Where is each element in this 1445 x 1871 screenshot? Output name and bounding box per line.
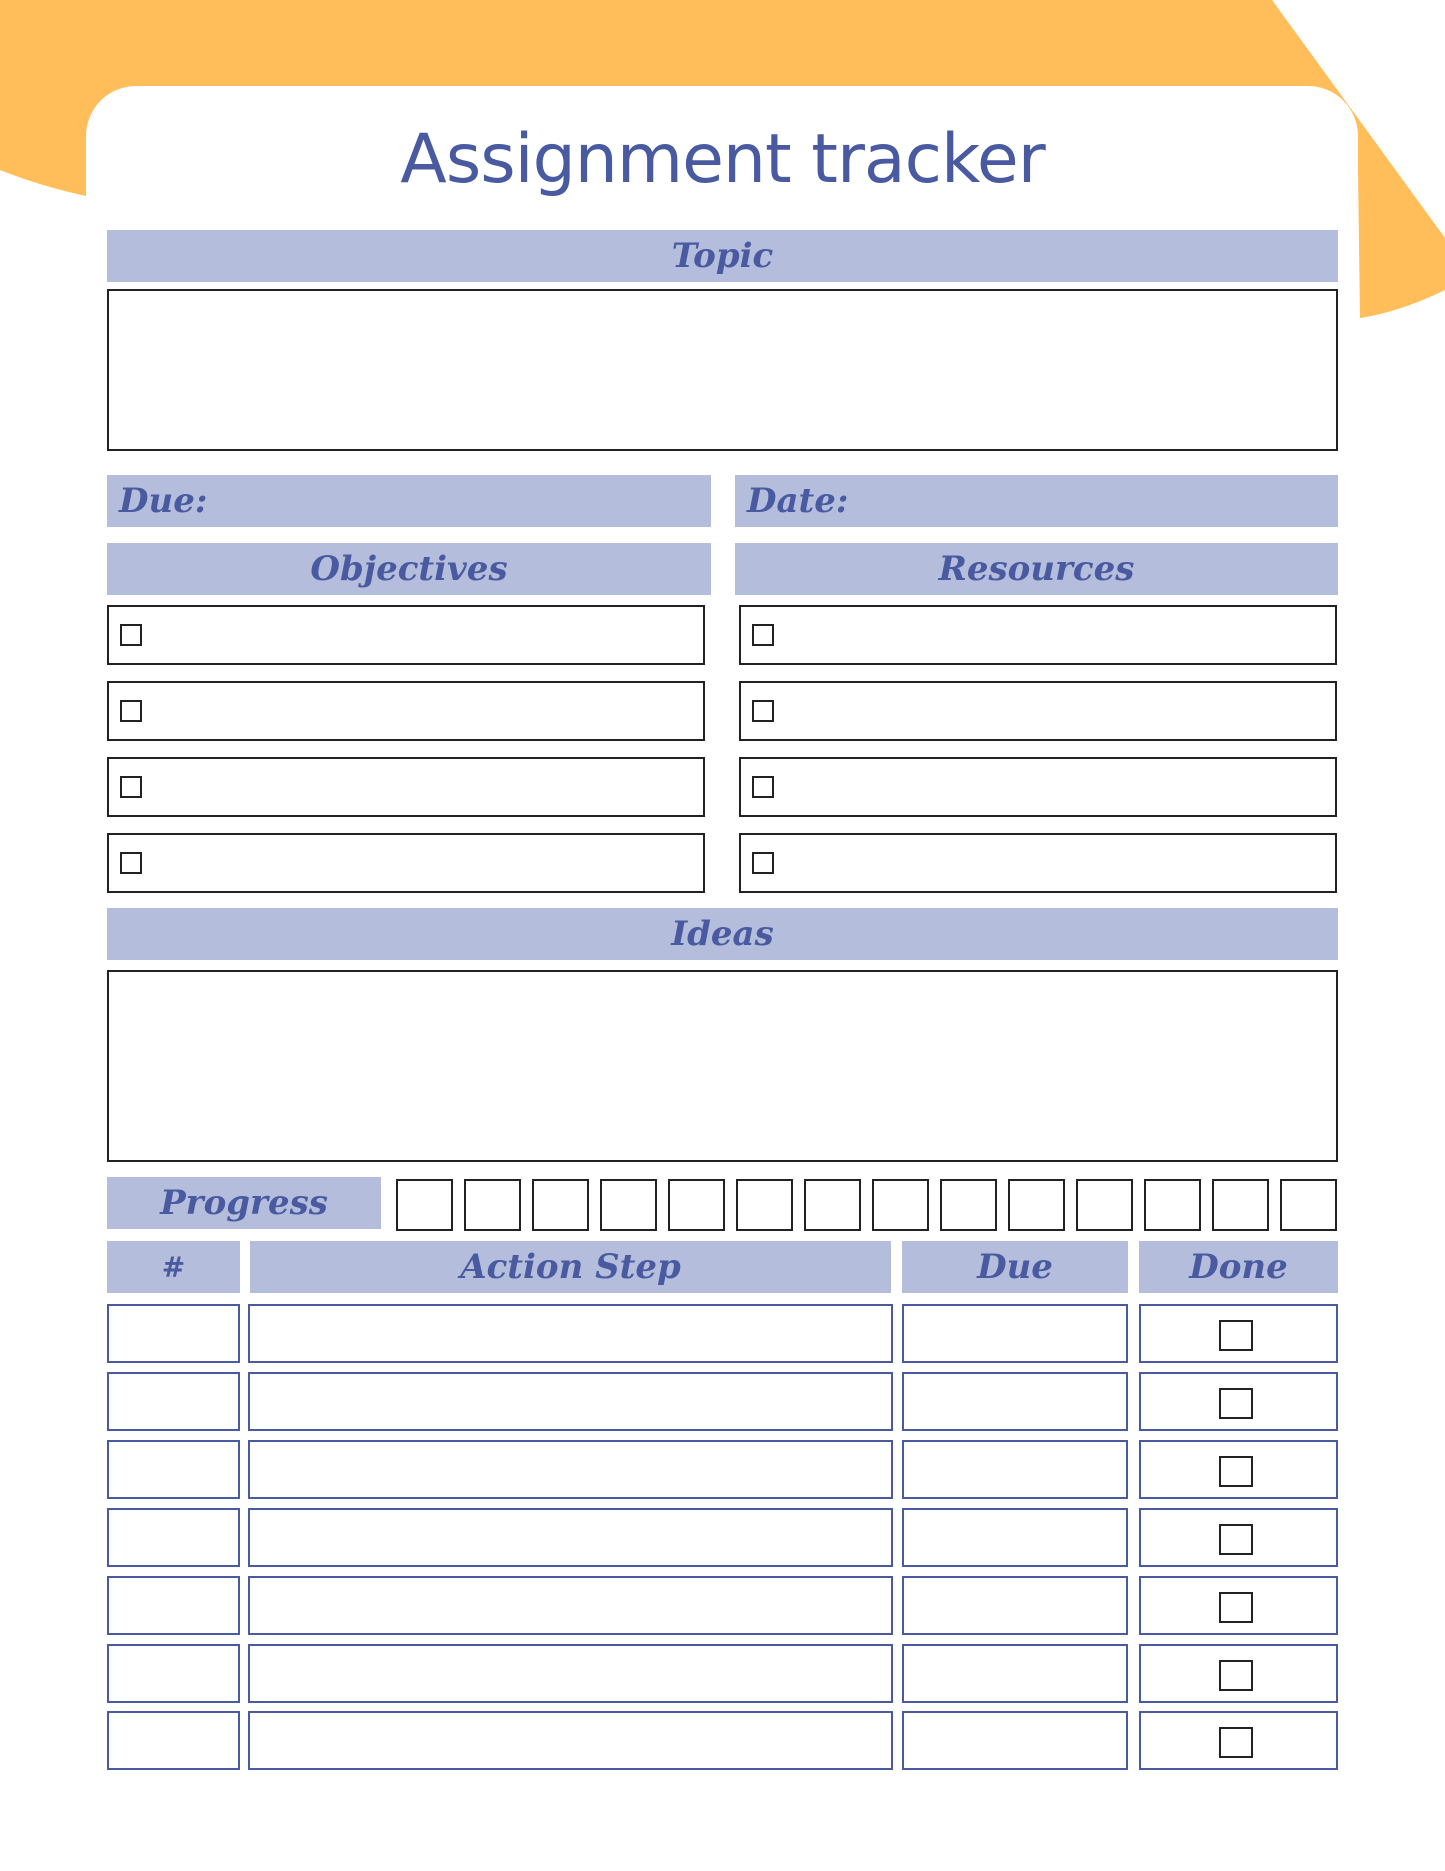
resource-row[interactable] bbox=[739, 681, 1337, 741]
row-number-cell[interactable] bbox=[107, 1711, 240, 1770]
done-cell bbox=[1139, 1576, 1338, 1635]
row-number-cell[interactable] bbox=[107, 1508, 240, 1567]
resource-row[interactable] bbox=[739, 833, 1337, 893]
progress-cell[interactable] bbox=[532, 1179, 589, 1231]
action-step-cell[interactable] bbox=[248, 1440, 893, 1499]
page-title: Assignment tracker bbox=[400, 120, 1045, 199]
due-cell[interactable] bbox=[902, 1372, 1128, 1431]
due-field[interactable]: Due: bbox=[107, 475, 711, 527]
resource-checkbox[interactable] bbox=[752, 700, 774, 722]
progress-cell[interactable] bbox=[872, 1179, 929, 1231]
action-step-cell[interactable] bbox=[248, 1508, 893, 1567]
ideas-header: Ideas bbox=[107, 908, 1338, 960]
due-cell[interactable] bbox=[902, 1711, 1128, 1770]
objective-row[interactable] bbox=[107, 757, 705, 817]
action-step-cell[interactable] bbox=[248, 1644, 893, 1703]
table-header-due: Due bbox=[902, 1241, 1128, 1293]
done-cell bbox=[1139, 1372, 1338, 1431]
progress-cell[interactable] bbox=[668, 1179, 725, 1231]
done-checkbox[interactable] bbox=[1219, 1592, 1253, 1623]
resource-row[interactable] bbox=[739, 605, 1337, 665]
row-number-cell[interactable] bbox=[107, 1372, 240, 1431]
table-header-number: # bbox=[107, 1241, 240, 1293]
row-number-cell[interactable] bbox=[107, 1644, 240, 1703]
progress-cell[interactable] bbox=[1008, 1179, 1065, 1231]
progress-cell[interactable] bbox=[736, 1179, 793, 1231]
done-cell bbox=[1139, 1711, 1338, 1770]
done-checkbox[interactable] bbox=[1219, 1727, 1253, 1758]
date-field[interactable]: Date: bbox=[735, 475, 1338, 527]
progress-cell[interactable] bbox=[464, 1179, 521, 1231]
due-cell[interactable] bbox=[902, 1440, 1128, 1499]
action-step-cell[interactable] bbox=[248, 1711, 893, 1770]
row-number-cell[interactable] bbox=[107, 1440, 240, 1499]
objective-checkbox[interactable] bbox=[120, 624, 142, 646]
done-cell bbox=[1139, 1440, 1338, 1499]
resource-checkbox[interactable] bbox=[752, 852, 774, 874]
action-step-cell[interactable] bbox=[248, 1576, 893, 1635]
progress-label: Progress bbox=[107, 1177, 381, 1229]
objective-checkbox[interactable] bbox=[120, 700, 142, 722]
progress-cell[interactable] bbox=[804, 1179, 861, 1231]
action-step-cell[interactable] bbox=[248, 1372, 893, 1431]
progress-cell[interactable] bbox=[600, 1179, 657, 1231]
ideas-field[interactable] bbox=[107, 970, 1338, 1162]
progress-cell[interactable] bbox=[1076, 1179, 1133, 1231]
done-cell bbox=[1139, 1644, 1338, 1703]
objectives-header: Objectives bbox=[107, 543, 711, 595]
done-cell bbox=[1139, 1304, 1338, 1363]
resource-row[interactable] bbox=[739, 757, 1337, 817]
done-cell bbox=[1139, 1508, 1338, 1567]
objective-checkbox[interactable] bbox=[120, 776, 142, 798]
progress-cell[interactable] bbox=[940, 1179, 997, 1231]
progress-cell[interactable] bbox=[1212, 1179, 1269, 1231]
topic-header: Topic bbox=[107, 230, 1338, 282]
done-checkbox[interactable] bbox=[1219, 1456, 1253, 1487]
action-step-cell[interactable] bbox=[248, 1304, 893, 1363]
table-header-action-step: Action Step bbox=[250, 1241, 891, 1293]
progress-cell[interactable] bbox=[1280, 1179, 1337, 1231]
done-checkbox[interactable] bbox=[1219, 1660, 1253, 1691]
objective-row[interactable] bbox=[107, 605, 705, 665]
objective-row[interactable] bbox=[107, 681, 705, 741]
done-checkbox[interactable] bbox=[1219, 1320, 1253, 1351]
table-header-done: Done bbox=[1139, 1241, 1338, 1293]
progress-cell[interactable] bbox=[1144, 1179, 1201, 1231]
due-cell[interactable] bbox=[902, 1576, 1128, 1635]
due-cell[interactable] bbox=[902, 1644, 1128, 1703]
progress-cell[interactable] bbox=[396, 1179, 453, 1231]
resource-checkbox[interactable] bbox=[752, 776, 774, 798]
row-number-cell[interactable] bbox=[107, 1576, 240, 1635]
objective-row[interactable] bbox=[107, 833, 705, 893]
due-cell[interactable] bbox=[902, 1304, 1128, 1363]
row-number-cell[interactable] bbox=[107, 1304, 240, 1363]
due-cell[interactable] bbox=[902, 1508, 1128, 1567]
resource-checkbox[interactable] bbox=[752, 624, 774, 646]
done-checkbox[interactable] bbox=[1219, 1388, 1253, 1419]
done-checkbox[interactable] bbox=[1219, 1524, 1253, 1555]
topic-field[interactable] bbox=[107, 289, 1338, 451]
resources-header: Resources bbox=[735, 543, 1338, 595]
objective-checkbox[interactable] bbox=[120, 852, 142, 874]
